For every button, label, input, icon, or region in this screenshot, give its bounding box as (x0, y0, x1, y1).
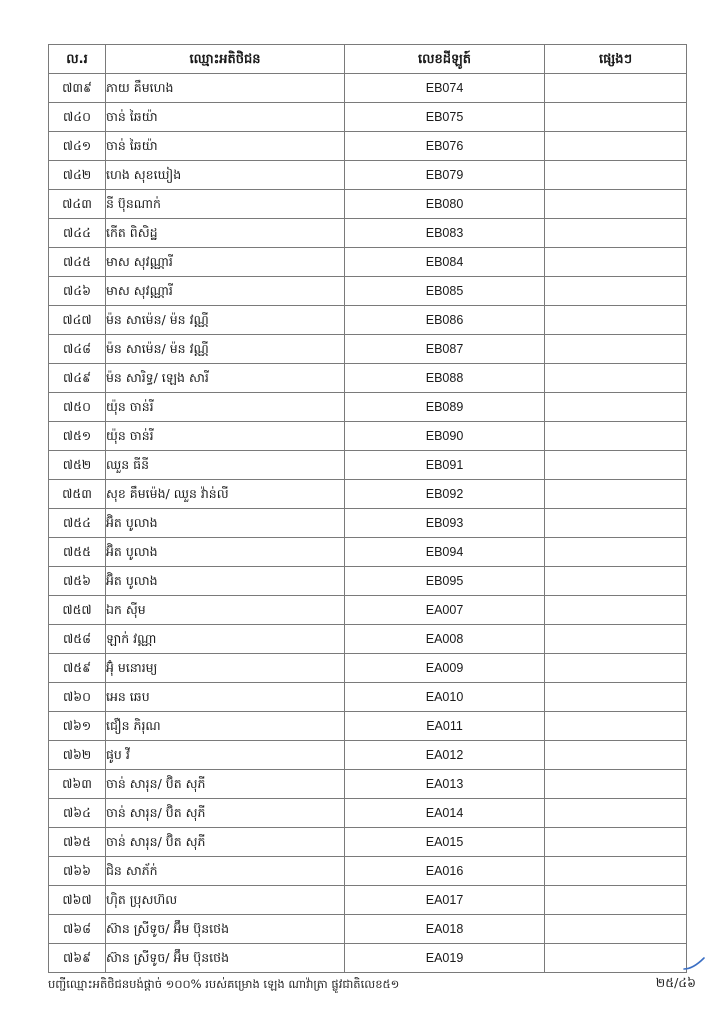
lot-code-cell: EA015 (345, 828, 545, 857)
note-cell (545, 596, 687, 625)
lot-code-cell: EB094 (345, 538, 545, 567)
row-number-cell: ៧៤៣ (49, 190, 106, 219)
customer-name-cell: អេន ឆេប (106, 683, 345, 712)
customer-name-cell: ចាន់ ឆៃយ៉ា (106, 132, 345, 161)
row-number-cell: ៧៥៩ (49, 654, 106, 683)
customer-name-cell: ស៊ាន ស្រីទូច/ អ៊ឹម ប៊ុនថេង (106, 944, 345, 973)
table-row (49, 857, 687, 886)
lot-code-cell: EB095 (345, 567, 545, 596)
lot-code-cell: EA007 (345, 596, 545, 625)
customer-name-cell: មាស សុវណ្ណារី (106, 277, 345, 306)
lot-code-cell: EA014 (345, 799, 545, 828)
note-cell (545, 451, 687, 480)
customer-name-cell: ឈួន ធីនី (106, 451, 345, 480)
table-row (49, 654, 687, 683)
table-row (49, 132, 687, 161)
customer-name-cell: ម៉ន សារិទ្ធ/ ឡេង សារី (106, 364, 345, 393)
lot-code-cell: EB092 (345, 480, 545, 509)
table-row (49, 625, 687, 654)
note-cell (545, 248, 687, 277)
table-header-row (49, 45, 687, 74)
note-cell (545, 625, 687, 654)
lot-code-cell: EB075 (345, 103, 545, 132)
note-cell (545, 857, 687, 886)
lot-code-cell: EB074 (345, 74, 545, 103)
row-number-cell: ៧៥៤ (49, 509, 106, 538)
row-number-cell: ៧៥៧ (49, 596, 106, 625)
lot-code-cell: EB086 (345, 306, 545, 335)
table-row (49, 422, 687, 451)
note-cell (545, 190, 687, 219)
row-number-cell: ៧៥៥ (49, 538, 106, 567)
lot-code-cell: EA009 (345, 654, 545, 683)
table-row (49, 277, 687, 306)
row-number-cell: ៧៦៩ (49, 944, 106, 973)
row-number-cell: ៧៤៤ (49, 219, 106, 248)
header-code: លេខដីឡូត៍ (345, 45, 545, 74)
lot-code-cell: EB088 (345, 364, 545, 393)
note-cell (545, 509, 687, 538)
row-number-cell: ៧៥៨ (49, 625, 106, 654)
row-number-cell: ៧៦២ (49, 741, 106, 770)
table-body (49, 74, 687, 973)
customer-name-cell: ឯក ស៊ីម (106, 596, 345, 625)
table-row (49, 480, 687, 509)
customer-name-cell: អ៊ិត បូលាង (106, 509, 345, 538)
customer-name-cell: ចាន់ សារុន/ ប៊ិត សុភី (106, 828, 345, 857)
table-row (49, 567, 687, 596)
row-number-cell: ៧៦៤ (49, 799, 106, 828)
note-cell (545, 103, 687, 132)
lot-code-cell: EB083 (345, 219, 545, 248)
note-cell (545, 915, 687, 944)
table-row (49, 509, 687, 538)
row-number-cell: ៧៤២ (49, 161, 106, 190)
customer-name-cell: យ៉ុន ចាន់រី (106, 422, 345, 451)
note-cell (545, 74, 687, 103)
document-sheet (48, 44, 686, 973)
table-row (49, 364, 687, 393)
customer-name-cell: អ៊ុំ មនោរម្យ (106, 654, 345, 683)
note-cell (545, 654, 687, 683)
lot-code-cell: EB076 (345, 132, 545, 161)
header-name: ឈ្មោះអតិថិជន (106, 45, 345, 74)
note-cell (545, 335, 687, 364)
table-row (49, 538, 687, 567)
note-cell (545, 828, 687, 857)
lot-code-cell: EB089 (345, 393, 545, 422)
lot-code-cell: EA008 (345, 625, 545, 654)
row-number-cell: ៧៦៦ (49, 857, 106, 886)
note-cell (545, 161, 687, 190)
table-row (49, 770, 687, 799)
customer-name-cell: ជឿន ភិរុណ (106, 712, 345, 741)
row-number-cell: ៧៦៣ (49, 770, 106, 799)
row-number-cell: ៧៤៧ (49, 306, 106, 335)
lot-code-cell: EA011 (345, 712, 545, 741)
table-row (49, 596, 687, 625)
customer-name-cell: សុខ គឹមម៉េង/ ឈួន វ៉ាន់លី (106, 480, 345, 509)
lot-code-cell: EA019 (345, 944, 545, 973)
customer-name-cell: ហ៊ិត ប្រុសហ៊ល (106, 886, 345, 915)
row-number-cell: ៧៥២ (49, 451, 106, 480)
lot-code-cell: EB093 (345, 509, 545, 538)
note-cell (545, 219, 687, 248)
pen-mark-icon (682, 956, 706, 972)
note-cell (545, 480, 687, 509)
table-row (49, 799, 687, 828)
lot-code-cell: EB087 (345, 335, 545, 364)
row-number-cell: ៧៦៧ (49, 886, 106, 915)
note-cell (545, 306, 687, 335)
note-cell (545, 364, 687, 393)
lot-code-cell: EB091 (345, 451, 545, 480)
table-row (49, 915, 687, 944)
row-number-cell: ៧៦១ (49, 712, 106, 741)
row-number-cell: ៧៥៦ (49, 567, 106, 596)
row-number-cell: ៧៥០ (49, 393, 106, 422)
page-number: ២៥/៤៦ (655, 975, 696, 990)
customer-name-cell: ភាយ គឹមហេង (106, 74, 345, 103)
customer-name-cell: យ៉ុន ចាន់រី (106, 393, 345, 422)
row-number-cell: ៧៥១ (49, 422, 106, 451)
customer-name-cell: ស៊ាន ស្រីទូច/ អ៊ឹម ប៊ុនថេង (106, 915, 345, 944)
row-number-cell: ៧៤១ (49, 132, 106, 161)
customer-name-cell: ចាន់ ឆៃយ៉ា (106, 103, 345, 132)
customer-name-cell: ម៉ន សាម៉េន/ ម៉ន វណ្ណី (106, 335, 345, 364)
customer-name-cell: ជិន សាភ័ក់ (106, 857, 345, 886)
table-row (49, 886, 687, 915)
lot-code-cell: EA018 (345, 915, 545, 944)
table-row (49, 393, 687, 422)
table-row (49, 219, 687, 248)
table-row (49, 828, 687, 857)
row-number-cell: ៧៤៩ (49, 364, 106, 393)
row-number-cell: ៧៤៨ (49, 335, 106, 364)
note-cell (545, 538, 687, 567)
row-number-cell: ៧៤៥ (49, 248, 106, 277)
customer-name-cell: មាស សុវណ្ណារី (106, 248, 345, 277)
row-number-cell: ៧៦៥ (49, 828, 106, 857)
lot-code-cell: EA012 (345, 741, 545, 770)
table-row (49, 306, 687, 335)
table-row (49, 741, 687, 770)
lot-code-cell: EA017 (345, 886, 545, 915)
table-row (49, 74, 687, 103)
customer-name-cell: ហេង សុខឃៀង (106, 161, 345, 190)
row-number-cell: ៧៤៦ (49, 277, 106, 306)
lot-code-cell: EB084 (345, 248, 545, 277)
customer-name-cell: នី ប៊ុនណាក់ (106, 190, 345, 219)
note-cell (545, 712, 687, 741)
customer-name-cell: អ៊ិត បូលាង (106, 567, 345, 596)
table-row (49, 683, 687, 712)
customer-name-cell: ចាន់ សារុន/ ប៊ិត សុភី (106, 799, 345, 828)
customer-name-cell: ម៉ន សាម៉េន/ ម៉ន វណ្ណី (106, 306, 345, 335)
row-number-cell: ៧៣៩ (49, 74, 106, 103)
note-cell (545, 422, 687, 451)
header-note: ផ្សេងៗ (545, 45, 687, 74)
lot-code-cell: EB090 (345, 422, 545, 451)
table-row (49, 451, 687, 480)
note-cell (545, 770, 687, 799)
table-row (49, 335, 687, 364)
note-cell (545, 886, 687, 915)
lot-code-cell: EA010 (345, 683, 545, 712)
row-number-cell: ៧៥៣ (49, 480, 106, 509)
note-cell (545, 567, 687, 596)
table-row (49, 161, 687, 190)
lot-code-cell: EB079 (345, 161, 545, 190)
lot-code-cell: EA013 (345, 770, 545, 799)
lot-code-cell: EB085 (345, 277, 545, 306)
table-row (49, 944, 687, 973)
table-row (49, 248, 687, 277)
row-number-cell: ៧៦០ (49, 683, 106, 712)
note-cell (545, 393, 687, 422)
customer-table (48, 44, 687, 973)
note-cell (545, 741, 687, 770)
customer-name-cell: អ៊ិត បូលាង (106, 538, 345, 567)
table-row (49, 712, 687, 741)
lot-code-cell: EB080 (345, 190, 545, 219)
header-no: ល.រ (49, 45, 106, 74)
row-number-cell: ៧៦៨ (49, 915, 106, 944)
customer-name-cell: កើត ពិសិដ្ឋ (106, 219, 345, 248)
note-cell (545, 277, 687, 306)
customer-name-cell: ផូប វី (106, 741, 345, 770)
table-row (49, 103, 687, 132)
note-cell (545, 799, 687, 828)
note-cell (545, 132, 687, 161)
customer-name-cell: ឡាក់ វណ្ណា (106, 625, 345, 654)
note-cell (545, 944, 687, 973)
customer-name-cell: ចាន់ សារុន/ ប៊ិត សុភី (106, 770, 345, 799)
table-row (49, 190, 687, 219)
row-number-cell: ៧៤០ (49, 103, 106, 132)
note-cell (545, 683, 687, 712)
footer-caption: បញ្ជីឈ្មោះអតិថិជនបង់ផ្តាច់ ១០០% របស់គម្រោង ឡេង ណាវ៉ាត្រា ផ្លូវជាតិលេខ៥១ (48, 977, 400, 991)
lot-code-cell: EA016 (345, 857, 545, 886)
